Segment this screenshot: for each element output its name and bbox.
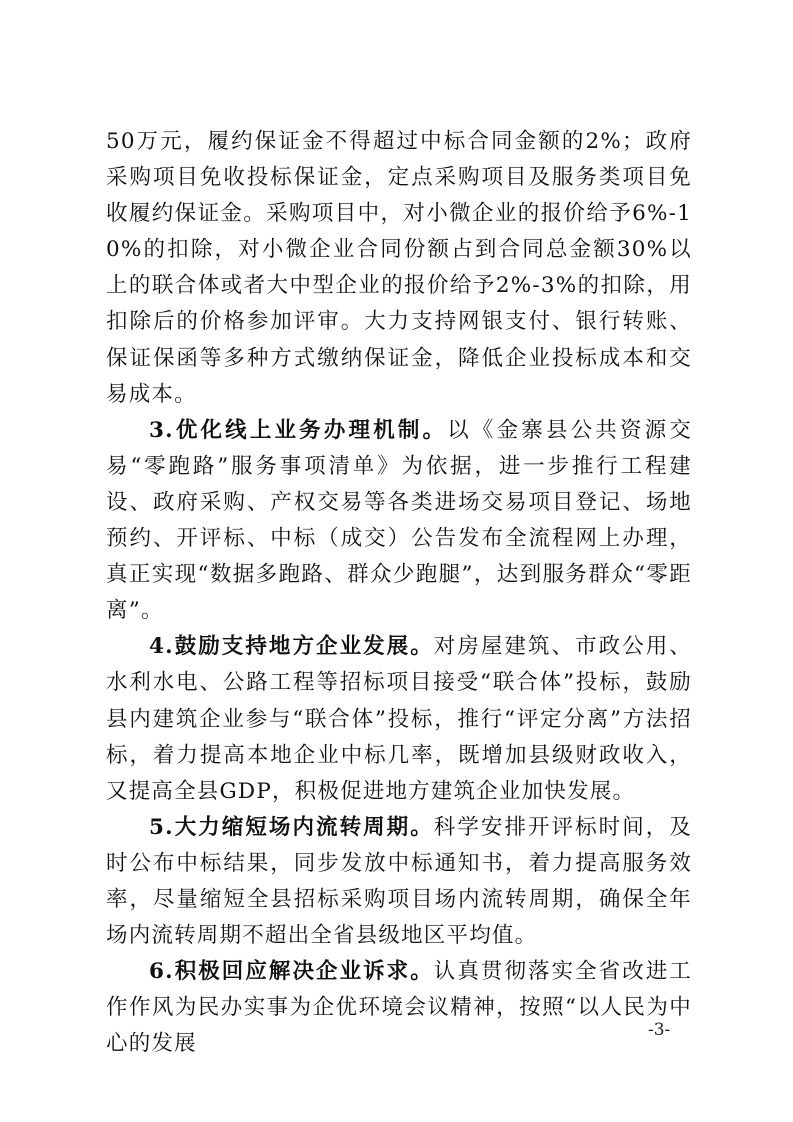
paragraph-text: 50万元，履约保证金不得超过中标合同金额的2%；政府采购项目免收投标保证金，定点采购项目及服务类项目免收履约保证金。采购项目中，对小微企业的报价给予6%-10%的扣除，对小微企业合同份额占到合同总金额30%以上的联合体或者大中型企业的报价给予2%-3%的扣除，用扣除后的价格参加评审。大力支持网银支付、银行转账、保证保函等多种方式缴纳保证金，降低企业投标成本和交易成本。 (106, 129, 692, 407)
paragraph-text: 认真贯彻落实全省改进工作作风为民办实事为企优环境会议精神，按照“以人民为中心的发展 (106, 959, 693, 1057)
paragraph-item-6 (106, 954, 692, 1062)
document-body (106, 124, 692, 1062)
paragraph-text: 对房屋建筑、市政公用、水利水电、公路工程等招标项目接受“联合体”投标，鼓励县内建筑企业参与“联合体”投标，推行“评定分离”方法招标，着力提高本地企业中标几率，既增加县级财政收入，又提高全县GDP，积极促进地方建筑企业加快发展。 (106, 634, 693, 804)
paragraph-heading: 5.大力缩短场内流转周期。 (149, 814, 434, 840)
paragraph-item-4 (106, 629, 692, 809)
paragraph-item-5 (106, 810, 692, 954)
paragraph-text: 以《金寨县公共资源交易“零跑路”服务事项清单》为依据，进一步推行工程建设、政府采购、产权交易等各类进场交易项目登记、场地预约、开评标、中标（成交）公告发布全流程网上办理，真正实现“数据多跑路、群众少跑腿”，达到服务群众“零距离”。 (106, 417, 692, 624)
paragraph-heading: 4.鼓励支持地方企业发展。 (149, 634, 434, 660)
paragraph-heading: 6.积极回应解决企业诉求。 (149, 959, 434, 985)
paragraph-heading: 3.优化线上业务办理机制。 (149, 417, 448, 443)
paragraph-text: 科学安排开评标时间，及时公布中标结果，同步发放中标通知书，着力提高服务效率，尽量缩短全县招标采购项目场内流转周期，确保全年场内流转周期不超出全省县级地区平均值。 (106, 814, 693, 949)
paragraph-continuation (106, 124, 692, 413)
page-number: -3- (648, 1020, 671, 1040)
paragraph-item-3 (106, 413, 692, 630)
